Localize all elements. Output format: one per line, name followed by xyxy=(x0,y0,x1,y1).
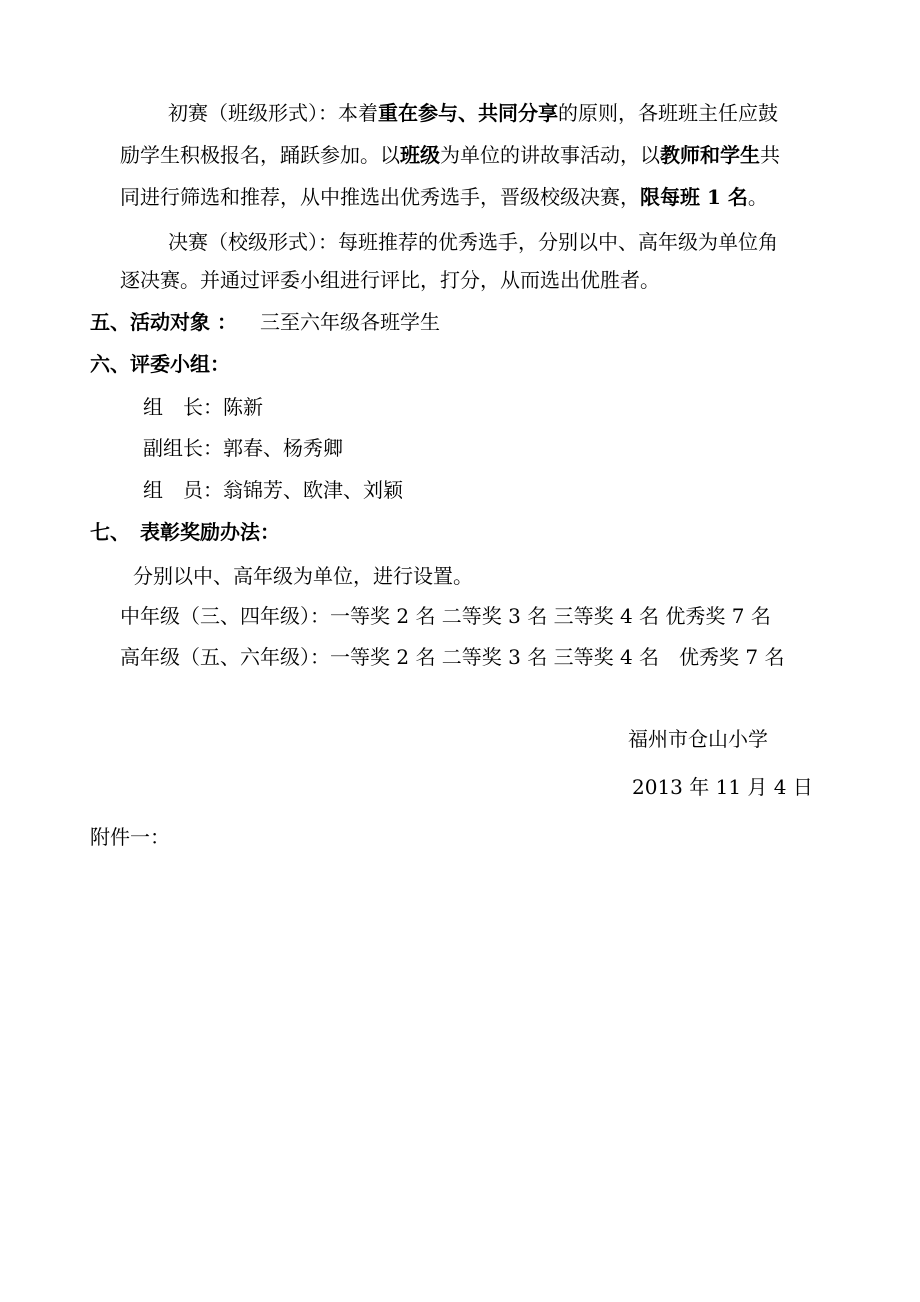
signature-date: 2013 年 11 月 4 日 xyxy=(632,775,813,799)
prelim-text: 的原则，各班班主任应鼓 xyxy=(558,101,778,125)
section-5-heading: 五、活动对象 ： xyxy=(90,310,237,334)
prelim-line-3 xyxy=(120,183,768,211)
section-6-heading: 六、评委小组： xyxy=(90,352,230,376)
prelim-text: 共 xyxy=(760,143,780,167)
committee-members: 组 员：翁锦芳、欧津、刘颖 xyxy=(143,478,403,502)
attachment-label: 附件一： xyxy=(90,825,170,849)
final-line-1: 决赛（校级形式）：每班推荐的优秀选手，分别以中、高年级为单位角 xyxy=(168,230,778,254)
prelim-text: 初赛（班级形式）：本着 xyxy=(168,101,378,125)
section-7-heading: 七、 表彰奖励办法： xyxy=(90,520,280,544)
section-5 xyxy=(90,308,237,336)
prelim-emphasis: 教师和学生 xyxy=(660,143,760,167)
signature-school: 福州市仓山小学 xyxy=(628,727,768,751)
awards-upper-grade: 高年级（五、六年级）：一等奖 2 名 二等奖 3 名 三等奖 4 名 优秀奖 7 名 xyxy=(120,645,785,669)
final-line-2: 逐决赛。并通过评委小组进行评比，打分，从而选出优胜者。 xyxy=(120,268,660,292)
awards-intro: 分别以中、高年级为单位，进行设置。 xyxy=(133,564,473,588)
prelim-emphasis: 班级 xyxy=(400,143,440,167)
prelim-text: 。 xyxy=(747,185,768,209)
awards-middle-grade: 中年级（三、四年级）：一等奖 2 名 二等奖 3 名 三等奖 4 名 优秀奖 7 名 xyxy=(120,604,771,628)
committee-leader: 组 长：陈新 xyxy=(143,395,263,419)
committee-deputy: 副组长：郭春、杨秀卿 xyxy=(143,436,343,460)
prelim-text: 为单位的讲故事活动，以 xyxy=(440,143,660,167)
prelim-emphasis: 重在参与、共同分享 xyxy=(378,101,558,125)
prelim-emphasis: 限每班 1 名 xyxy=(640,185,748,209)
prelim-text: 励学生积极报名，踊跃参加。以 xyxy=(120,143,400,167)
prelim-line-1 xyxy=(168,99,778,127)
prelim-line-2 xyxy=(120,141,780,169)
prelim-text: 同进行筛选和推荐，从中推选出优秀选手，晋级校级决赛， xyxy=(120,185,640,209)
section-5-content: 三至六年级各班学生 xyxy=(260,310,440,334)
